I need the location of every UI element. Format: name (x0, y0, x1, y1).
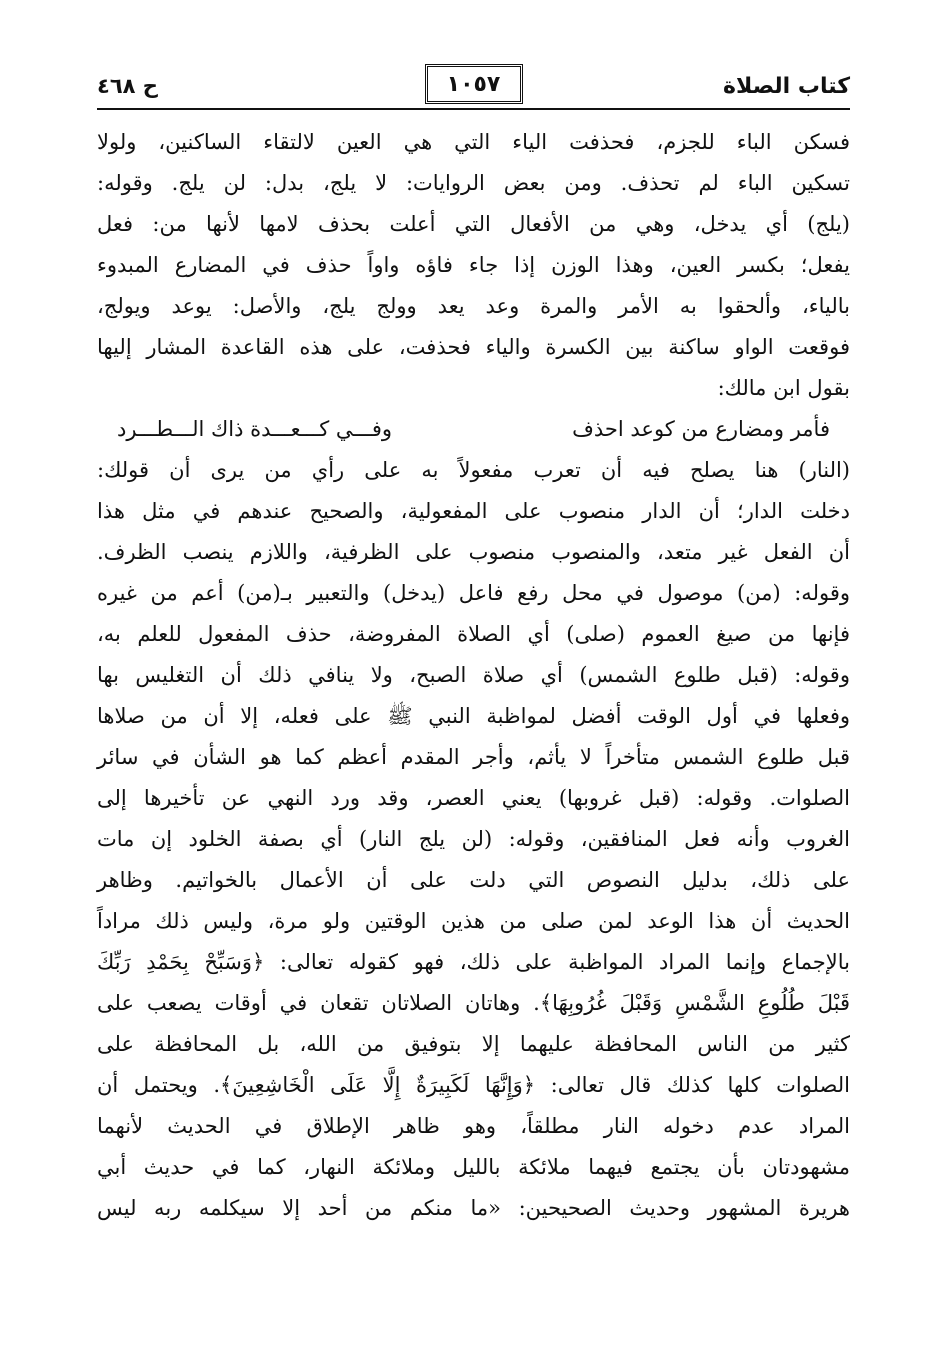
text-line: قبل طلوع الشمس متأخراً لا يأثم، وأجر المقدم أعظم كما هو الشأن في سائر (97, 745, 850, 769)
text-line: تسكين الباء لم تحذف. ومن بعض الروايات: لا يلج، بدل: لن يلج. وقوله: (97, 171, 850, 195)
text-line: هريرة المشهور وحديث الصحيحين: «ما منكم من أحد إلا سيكلمه ربه ليس (97, 1196, 850, 1220)
text-line: بقول ابن مالك: (717, 376, 850, 400)
page-number: ١٠٥٧ (425, 64, 523, 104)
text-line: قَبْلَ طُلُوعِ الشَّمْسِ وَقَبْلَ غُرُوبِهَا﴾. وهاتان الصلاتان تقعان في أوقات يصعب على (97, 991, 850, 1015)
hadith-number: ح ٤٦٨ (97, 74, 158, 98)
header-rule (97, 108, 850, 110)
text-line: بالياء، وألحقوا به الأمر والمرة وعد يعد وولج يلج، والأصل: يوعد ويولج، (97, 294, 850, 318)
text-line: الغروب وأنه فعل المنافقين، وقوله: (لن يلج النار) أي بصفة الخلود إن مات (97, 827, 850, 851)
text-line: مشهودتان بأن يجتمع فيهما ملائكة بالليل وملائكة النهار، كما في حديث أبي (97, 1155, 850, 1179)
text-line: فوقعت الواو ساكنة بين الكسرة والياء فحذفت، على هذه القاعدة المشار إليها (97, 335, 850, 359)
book-title: كتاب الصلاة (723, 74, 850, 99)
text-line: الحديث أن هذا الوعد لمن صلى من هذين الوقتين ولو مرة، وليس ذلك مراداً (97, 909, 850, 933)
text-line: (النار) هنا يصلح فيه أن تعرب مفعولاً به على رأي من يرى أن قولك: (97, 458, 850, 482)
poem-verse (97, 409, 850, 450)
text-line: وقوله: (من) موصول في محل رفع فاعل (يدخل) والتعبير بـ(من) أعم من غيره (97, 581, 850, 605)
text-line: وفعلها في أول الوقت أفضل لمواظبة النبي ﷺ على فعله، إلا أن من صلاها (97, 704, 850, 728)
text-line: يفعل؛ بكسر العين، وهذا الوزن إذا جاء فاؤه واواً حذف في المضارع المبدوء (97, 253, 850, 277)
text-line: وقوله: (قبل طلوع الشمس) أي صلاة الصبح، ولا ينافي ذلك أن التغليس بها (97, 663, 850, 687)
page-header (97, 64, 850, 110)
text-line: الصلوات كلها كذلك قال تعالى: ﴿وَإِنَّهَا لَكَبِيرَةٌ إِلَّا عَلَى الْخَاشِعِينَ﴾. ويحتمل أن (97, 1073, 850, 1097)
text-line: المراد عدم دخوله النار مطلقاً، وهو ظاهر الإطلاق في الحديث لأنهما (97, 1114, 850, 1138)
text-line: دخلت الدار؛ أن الدار منصوب على المفعولية، والصحيح عندهم في مثل هذا (97, 499, 850, 523)
body-text (97, 122, 850, 1229)
text-line: على ذلك، بدليل النصوص التي دلت على أن الأعمال بالخواتيم. وظاهر (97, 868, 850, 892)
text-line: بالإجماع وإنما المراد المواظبة على ذلك، فهو كقوله تعالى: ﴿وَسَبِّحْ بِحَمْدِ رَبِّكَ (97, 950, 850, 974)
text-line: كثير من الناس المحافظة عليهما إلا بتوفيق من الله، بل المحافظة على (97, 1032, 850, 1056)
verse-second-hemistich: وفـــي كـــعـــدة ذاك الـــطـــرد (117, 417, 393, 441)
text-line: فإنها من صيغ العموم (صلى) أي الصلاة المفروضة، حذف المفعول للعلم به، (97, 622, 850, 646)
text-line: الصلوات. وقوله: (قبل غروبها) يعني العصر، وقد ورد النهي عن تأخيرها إلى (97, 786, 850, 810)
text-line: أن الفعل غير متعد، والمنصوب منصوب على الظرفية، واللازم ينصب الظرف. (97, 540, 850, 564)
text-line: (يلج) أي يدخل، وهي من الأفعال التي أعلت بحذف لامها لأنها من: فعل (97, 212, 850, 236)
text-line: فسكن الباء للجزم، فحذفت الياء التي هي العين لالتقاء الساكنين، ولولا (97, 130, 850, 154)
verse-first-hemistich: فأمر ومضارع من كوعد احذف (572, 417, 830, 441)
